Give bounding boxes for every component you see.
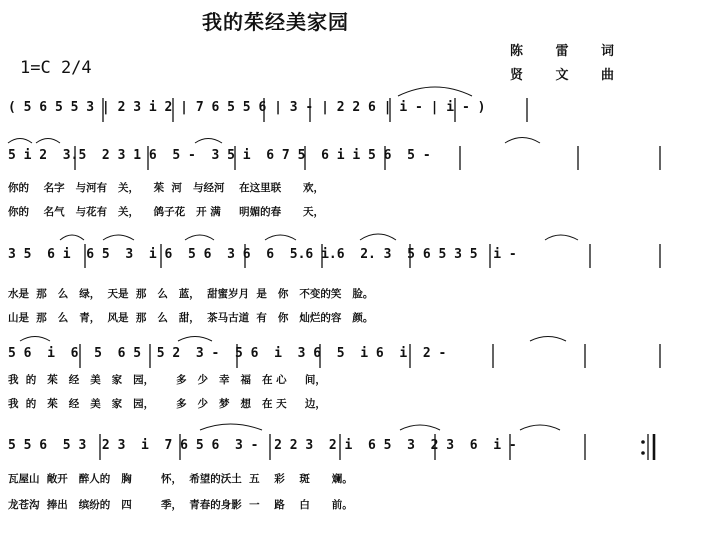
line-2-verse-1: 水是 那 么 绿， 天是 那 么 蓝， 甜蜜岁月 是 你 不变的笑 脸。 [8,288,374,300]
lyricist-credit: 陈 雷 词 [510,44,629,59]
line-3-verse-2: 我 的 茱 经 美 家 园， 多 少 梦 想 在 天 边， [8,398,326,410]
song-title: 我的茱经美家园 [202,10,349,34]
line-4-verse-1: 瓦屋山 敞开 醉人的 胸 怀， 希望的沃土 五 彩 斑 斓。 [8,473,353,485]
intro-notes: ( 5 6 5 5 3 | 2 3 i 2 | 7 6 5 5 6 | 3 - | 2 2 6 | i - | i - ) [8,100,486,115]
line-2-verse-2: 山是 那 么 青， 风是 那 么 甜， 茶马古道 有 你 灿烂的容 颜。 [8,312,374,324]
line-4-notes: 5 5 6 5 3 2 3 i 7 6 5 6 3 - 2 2 3 2 i 6 5 3 2 3 6 i - [8,438,517,453]
composer-credit: 贤 文 曲 [510,68,629,83]
line-3-notes: 5 6 i 6 5 6 5 5 2 3 - 5 6 i 3 6 5 i 6 i 2 - [8,346,447,361]
repeat-dots [641,440,645,455]
barlines [75,98,660,460]
line-1-notes: 5 i 2 3.5 2 3 1 6 5 - 3 5 i 6 7 5 6 i i 5 6 5 - [8,148,431,163]
key-signature: 1=C 2/4 [20,58,92,78]
line-1-verse-1: 你的 名字 与河有 关， 茱 河 与经河 在这里联 欢， [8,182,325,194]
slurs [8,87,578,430]
line-1-verse-2: 你的 名气 与花有 关， 鸽子花 开 满 明媚的春 天， [8,206,325,218]
line-2-notes: 3 5 6 i 6 5 3 i 6 5 6 3 6 6 5.6 i.6 2. 3 5 6 5 3 5 i - [8,247,517,262]
line-3-verse-1: 我 的 茱 经 美 家 园， 多 少 幸 福 在 心 间， [8,374,326,386]
line-4-verse-2: 龙苍沟 捧出 缤纷的 四 季， 青春的身影 一 路 白 前。 [8,499,353,511]
